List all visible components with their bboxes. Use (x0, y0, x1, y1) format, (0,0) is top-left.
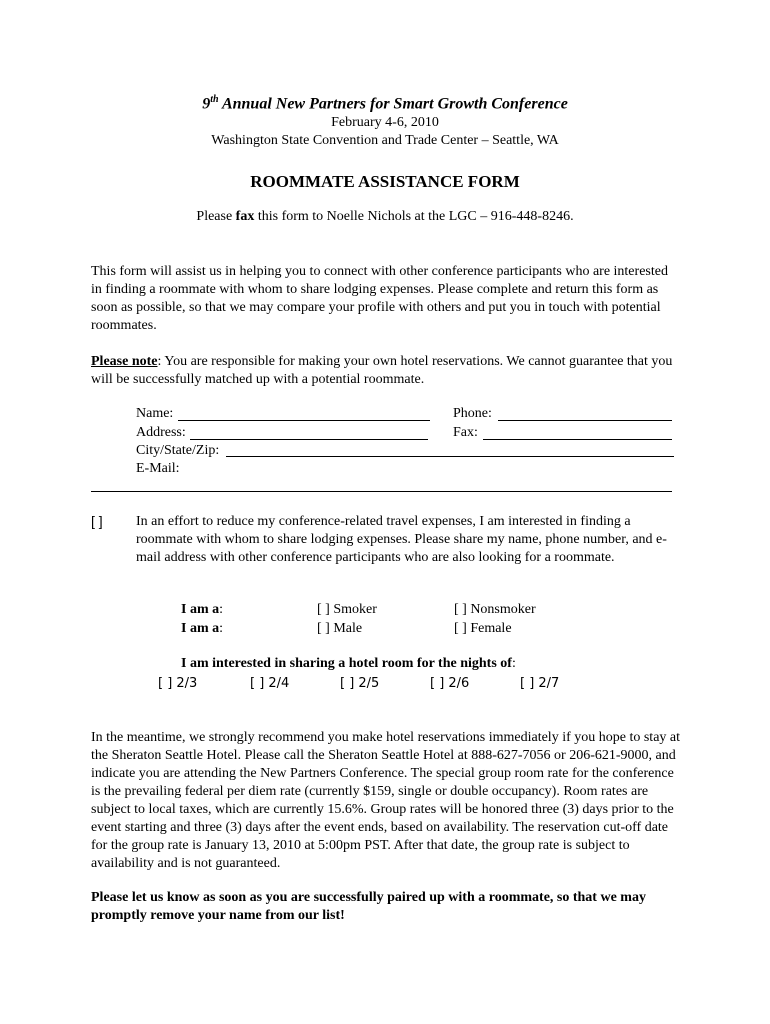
email-field[interactable] (91, 491, 672, 492)
nonsmoker-option[interactable]: [ ] Nonsmoker (454, 602, 536, 617)
phone-label: Phone: (453, 406, 492, 421)
conference-title: 9th Annual New Partners for Smart Growth Conference (202, 94, 568, 113)
name-field[interactable] (178, 420, 430, 421)
night-option-2-5[interactable]: [ ] 2/5 (340, 676, 380, 691)
address-label: Address: (136, 425, 186, 440)
night-option-2-7[interactable]: [ ] 2/7 (520, 676, 560, 691)
address-field[interactable] (190, 439, 428, 440)
conference-dates: February 4-6, 2010 (331, 115, 439, 130)
nights-heading: I am interested in sharing a hotel room for the nights of: (181, 656, 516, 671)
conference-venue: Washington State Convention and Trade Center – Seattle, WA (211, 133, 559, 148)
male-option[interactable]: [ ] Male (317, 621, 363, 636)
i-am-a-label: I am a: (181, 621, 224, 636)
fax-instruction: Please fax this form to Noelle Nichols at the LGC – 916-448-8246. (196, 209, 574, 224)
phone-field[interactable] (498, 420, 672, 421)
consent-checkbox[interactable]: [ ] (91, 513, 103, 529)
city-label: City/State/Zip: (136, 443, 220, 458)
i-am-a-label: I am a: (181, 602, 224, 617)
city-field[interactable] (226, 456, 674, 457)
night-option-2-4[interactable]: [ ] 2/4 (250, 676, 290, 691)
note-paragraph: Please note: You are responsible for making your own hotel reservations. We cannot guarantee that you will be successfully matched up with a potential roommate. (91, 354, 673, 387)
form-title: ROOMMATE ASSISTANCE FORM (250, 172, 520, 191)
fax-field[interactable] (483, 439, 672, 440)
night-option-2-3[interactable]: [ ] 2/3 (158, 676, 198, 691)
name-label: Name: (136, 406, 174, 421)
smoker-option[interactable]: [ ] Smoker (317, 602, 377, 617)
closing-note: Please let us know as soon as you are successfully paired up with a roommate, so that we may promptly remove your name from our list! (91, 890, 646, 923)
consent-text: In an effort to reduce my conference-related travel expenses, I am interested in finding a roommate with whom to share lodging expenses. Please share my name, phone number, and e-mail address with other conference participants who are also looking for a roommate. (136, 514, 667, 565)
email-label: E-Mail: (136, 461, 180, 476)
night-option-2-6[interactable]: [ ] 2/6 (430, 676, 470, 691)
intro-paragraph: This form will assist us in helping you to connect with other conference participants who are interested in finding a roommate with whom to share lodging expenses. Please complete and return this form as soon as possible, so that we may compare your profile with others and put you in touch with potential roommates. (91, 264, 668, 333)
fax-label: Fax: (453, 425, 478, 440)
hotel-paragraph: In the meantime, we strongly recommend you make hotel reservations immediately if you hope to stay at the Sheraton Seattle Hotel. Please call the Sheraton Seattle Hotel at 888-627-7056 or 206-621-9000, and indicate you are attending the New Partners Conference. The special group room rate for the conference is the prevailing federal per diem rate (currently $159, single or double occupancy). Room rates are subject to local taxes, which are currently 15.6%. Group rates will be honored three (3) days prior to the event starting and three (3) days after the event ends, based on availability. The reservation cut-off date for the group rate is January 13, 2010 at 5:00pm PST. After that date, the group rate is subject to availability and is not guaranteed. (91, 730, 681, 871)
female-option[interactable]: [ ] Female (454, 621, 512, 636)
